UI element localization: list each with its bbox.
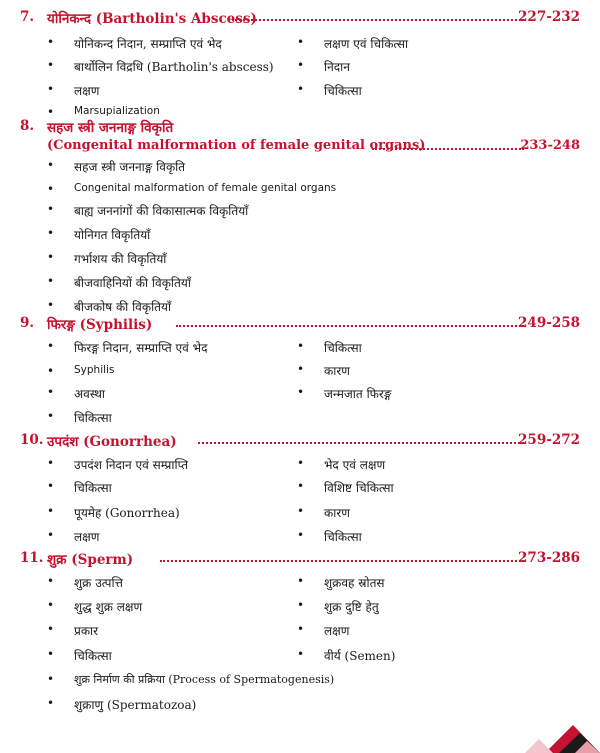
chapter-heading: [0, 9, 600, 31]
list-item: • शुक्र उत्पत्ति: [47, 574, 123, 590]
page-range: 249-258: [518, 315, 580, 331]
dot-leader: [232, 19, 524, 21]
chapter-heading: [0, 315, 600, 337]
chapter-7: [0, 9, 600, 119]
list-item: • शुक्रवह स्रोतस: [297, 574, 385, 590]
chapter-title: फिरङ्ग (Syphilis): [47, 317, 153, 333]
chapter-title: योनिकन्द (Bartholin's Abscess): [47, 11, 257, 27]
list-item: • Syphilis: [47, 364, 115, 378]
chapter-8: [0, 118, 600, 314]
list-item: • विशिष्ट चिकित्सा: [297, 479, 394, 495]
list-item: • भेद एवं लक्षण: [297, 456, 386, 472]
chapter-number: 7.: [20, 9, 35, 25]
chapter-number: 11.: [20, 550, 44, 566]
page-range: 233-248: [520, 138, 580, 153]
list-item: • बीजवाहिनियों की विकृतियाँ: [47, 274, 191, 290]
dot-leader: [176, 325, 524, 327]
list-item: • कारण: [297, 504, 350, 520]
dot-leader: [372, 148, 524, 150]
list-item: • गर्भाशय की विकृतियाँ: [47, 250, 167, 266]
chapter-number: 9.: [20, 315, 35, 331]
list-item: • कारण: [297, 362, 350, 378]
list-item: • बीजकोष की विकृतियाँ: [47, 298, 172, 314]
page-range: 259-272: [518, 432, 580, 448]
page-range: 227-232: [518, 9, 580, 25]
list-item: • लक्षण: [47, 82, 100, 98]
page-range: 273-286: [518, 550, 580, 566]
chapter-subheading: [0, 138, 600, 160]
list-item: • लक्षण: [47, 528, 100, 544]
chapter-heading: [0, 118, 600, 140]
list-item: • वीर्य (Semen): [297, 647, 396, 663]
chapter-number: 8.: [20, 118, 35, 134]
list-item: • लक्षण एवं चिकित्सा: [297, 35, 409, 51]
list-item: • चिकित्सा: [297, 82, 362, 98]
chapter-title: उपदंश (Gonorrhea): [47, 434, 177, 450]
list-item: • पूयमेह (Gonorrhea): [47, 504, 180, 520]
list-item: • बार्थोलिन विद्रधि (Bartholin's abscess): [47, 58, 274, 74]
chapter-number: 10.: [20, 432, 44, 448]
list-item: • शुक्र दुष्टि हेतु: [297, 598, 379, 614]
list-item: • शुक्र निर्माण की प्रक्रिया (Process of Spermatogenesis): [47, 672, 335, 686]
list-item: • फिरङ्ग निदान, सम्प्राप्ति एवं भेद: [47, 339, 208, 355]
list-item: • लक्षण: [297, 622, 350, 638]
list-item: • शुद्ध शुक्र लक्षण: [47, 598, 143, 614]
corner-decoration-graphic: [525, 713, 600, 753]
list-item: • चिकित्सा: [297, 528, 362, 544]
chapter-10: [0, 432, 600, 544]
list-item: • योनिकन्द निदान, सम्प्राप्ति एवं भेद: [47, 35, 222, 51]
list-item: • योनिगत विकृतियाँ: [47, 226, 151, 242]
list-item: • Congenital malformation of female genital organs: [47, 182, 337, 196]
list-item: • प्रकार: [47, 622, 99, 638]
list-item: • जन्मजात फिरङ्ग: [297, 385, 392, 401]
list-item: • चिकित्सा: [297, 339, 362, 355]
list-item: • Marsupialization: [47, 105, 160, 119]
list-item: • अवस्था: [47, 385, 106, 401]
dot-leader: [198, 442, 524, 444]
list-item: • सहज स्त्री जननाङ्ग विकृति: [47, 158, 186, 174]
list-item: • चिकित्सा: [47, 409, 112, 425]
chapter-9: [0, 315, 600, 425]
chapter-title: शुक्र (Sperm): [47, 552, 134, 568]
list-item: • चिकित्सा: [47, 479, 112, 495]
list-item: • बाह्य जननांगों की विकासात्मक विकृतियाँ: [47, 202, 249, 218]
chapter-subtitle: (Congenital malformation of female genital organs): [47, 138, 426, 153]
list-item: • उपदंश निदान एवं सम्प्राप्ति: [47, 456, 189, 472]
chapter-heading: [0, 432, 600, 454]
list-item: • निदान: [297, 58, 350, 74]
chapter-title: सहज स्त्री जननाङ्ग विकृति: [47, 120, 174, 136]
chapter-11: [0, 550, 600, 712]
list-item: • चिकित्सा: [47, 647, 112, 663]
dot-leader: [160, 560, 524, 562]
list-item: • शुक्राणु (Spermatozoa): [47, 696, 197, 712]
chapter-heading: [0, 550, 600, 572]
